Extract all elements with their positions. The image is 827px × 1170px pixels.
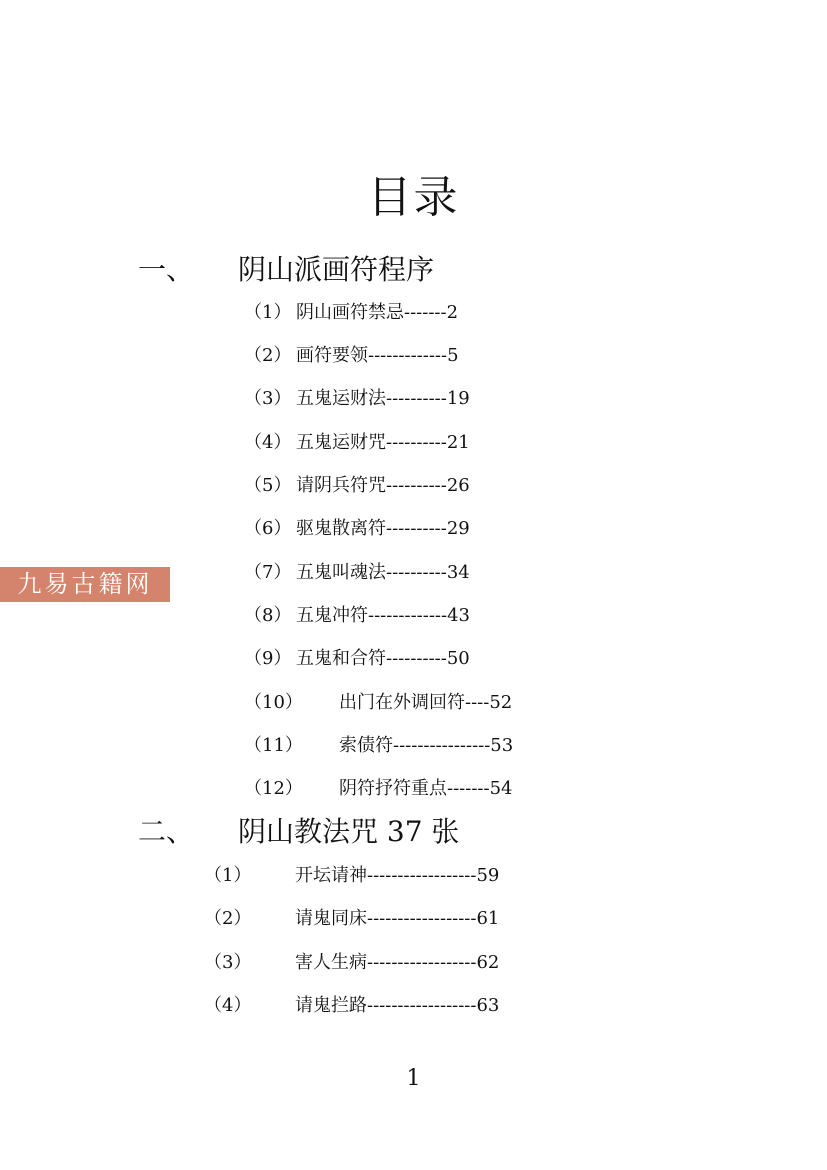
section-1-title: 阴山派画符程序 — [238, 253, 435, 286]
entry-text: 请鬼同床------------------61 — [295, 908, 500, 929]
entry-number: （1） — [244, 302, 292, 323]
entry-number: （2） — [204, 908, 252, 929]
entry-number: （2） — [244, 345, 292, 366]
page-number: 1 — [406, 1066, 421, 1091]
entry-number: （5） — [244, 475, 292, 496]
entry-number: （3） — [204, 952, 252, 973]
entry-number: （4） — [244, 432, 292, 453]
entry-number: （4） — [204, 995, 252, 1016]
entry-text: 索债符----------------53 — [339, 735, 514, 756]
entry-number: （10） — [244, 692, 303, 713]
entry-number: （9） — [244, 648, 292, 669]
entry-text: 请阴兵符咒----------26 — [296, 475, 470, 496]
entry-text: 画符要领-------------5 — [296, 345, 459, 366]
section-1-number: 一、 — [138, 253, 195, 286]
entry-text: 五鬼运财法----------19 — [296, 388, 470, 409]
entry-text: 阴山画符禁忌-------2 — [296, 302, 459, 323]
entry-number: （11） — [244, 735, 303, 756]
page-title: 目录 — [367, 172, 460, 223]
entry-text: 开坛请神------------------59 — [295, 865, 500, 886]
entry-text: 五鬼和合符----------50 — [296, 648, 470, 669]
entry-number: （6） — [244, 518, 292, 539]
section-2-number: 二、 — [138, 815, 195, 848]
entry-text: 五鬼叫魂法----------34 — [296, 562, 470, 583]
entry-number: （7） — [244, 562, 292, 583]
entry-number: （1） — [204, 865, 252, 886]
entry-text: 请鬼拦路------------------63 — [295, 995, 500, 1016]
entry-text: 阴符抒符重点-------54 — [339, 778, 513, 799]
entry-text: 出门在外调回符----52 — [339, 692, 513, 713]
watermark-banner: 九易古籍网 — [0, 567, 170, 602]
entry-number: （8） — [244, 605, 292, 626]
entry-text: 驱鬼散离符----------29 — [296, 518, 470, 539]
entry-number: （12） — [244, 778, 303, 799]
entry-text: 五鬼冲符-------------43 — [296, 605, 470, 626]
entry-number: （3） — [244, 388, 292, 409]
entry-text: 五鬼运财咒----------21 — [296, 432, 470, 453]
section-2-title: 阴山教法咒 37 张 — [238, 815, 460, 848]
entry-text: 害人生病------------------62 — [295, 952, 500, 973]
